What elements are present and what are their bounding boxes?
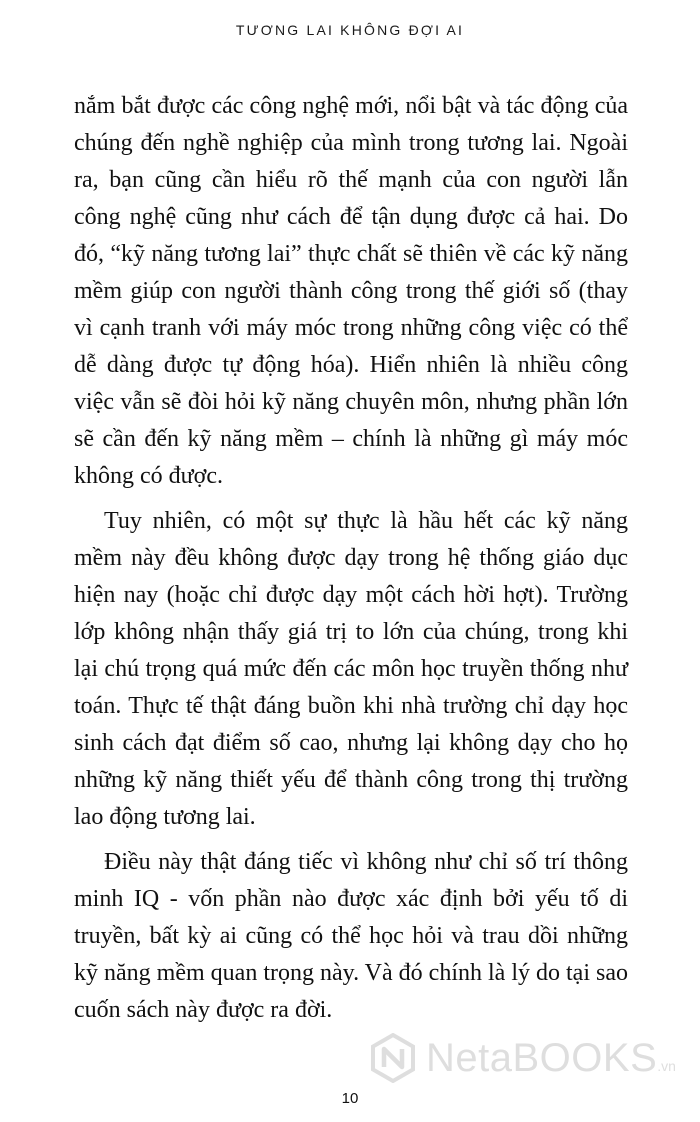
paragraph-1: nắm bắt được các công nghệ mới, nổi bật và tác động của chúng đến nghề nghiệp của mình trong tương lai. Ngoài ra, bạn cũng cần hiểu rõ thế mạnh của con người lẫn công nghệ cũng như cách để tận dụng được cả hai. Do đó, “kỹ năng tương lai” thực chất sẽ thiên về các kỹ năng mềm giúp con người thành công trong thế giới số (thay vì cạnh tranh với máy móc trong những công việc có thể dễ dàng được tự động hóa). Hiển nhiên là nhiều công việc vẫn sẽ đòi hỏi kỹ năng chuyên môn, nhưng phần lớn sẽ cần đến kỹ năng mềm – chính là những gì máy móc không có được. <box>74 93 628 489</box>
body-text <box>74 88 628 1037</box>
netabooks-logo-icon <box>368 1033 418 1083</box>
paragraph-2: Tuy nhiên, có một sự thực là hầu hết các kỹ năng mềm này đều không được dạy trong hệ thống giáo dục hiện nay (hoặc chỉ được dạy một cách hời hợt). Trường lớp không nhận thấy giá trị to lớn của chúng, trong khi lại chú trọng quá mức đến các môn học truyền thống như toán. Thực tế thật đáng buồn khi nhà trường chỉ dạy học sinh cách đạt điểm số cao, nhưng lại không dạy cho họ những kỹ năng thiết yếu để thành công trong thị trường lao động tương lai. <box>74 508 628 830</box>
netabooks-watermark <box>368 1030 694 1086</box>
page-number: 10 <box>341 1090 359 1107</box>
watermark-text <box>426 1036 676 1081</box>
paragraph-3: Điều này thật đáng tiếc vì không như chỉ số trí thông minh IQ - vốn phần nào được xác định bởi yếu tố di truyền, bất kỳ ai cũng có thể học hỏi và trau dồi những kỹ năng mềm quan trọng này. Và đó chính là lý do tại sao cuốn sách này được ra đời. <box>74 849 628 1023</box>
watermark-suffix: .vn <box>657 1057 676 1074</box>
running-header: TƯƠNG LAI KHÔNG ĐỢI AI <box>235 22 465 38</box>
watermark-name: NetaBOOKS <box>426 1035 658 1080</box>
